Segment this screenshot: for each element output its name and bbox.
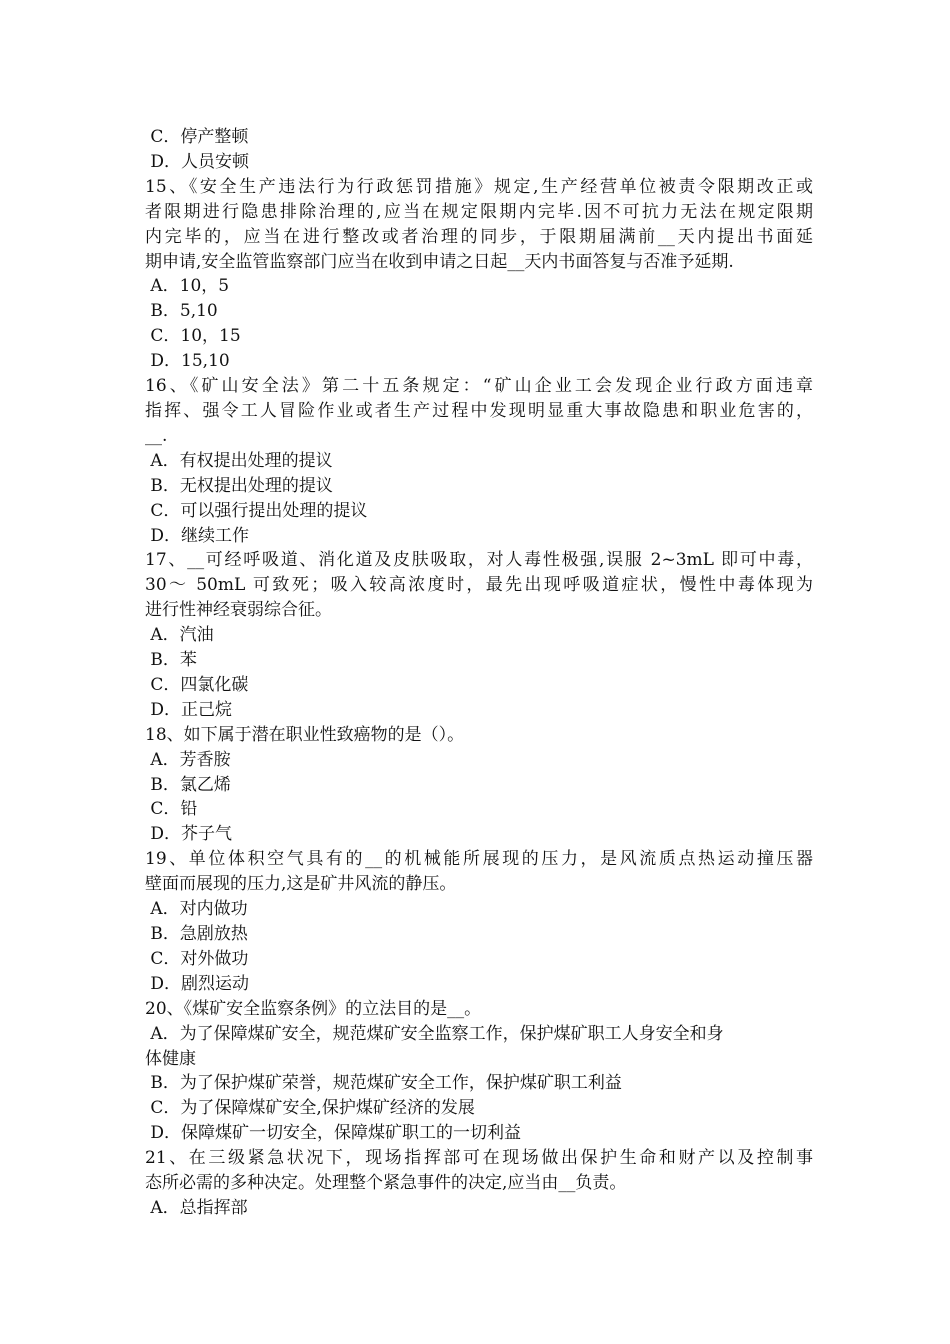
option-line: B．急剧放热 (145, 924, 248, 944)
answer-option (145, 125, 813, 150)
option-line: D．芥子气 (145, 824, 233, 845)
option-line: D．人员安顿 (145, 151, 250, 172)
option-line: A．对内做功 (145, 899, 248, 920)
answer-option (145, 299, 813, 324)
answer-option (145, 698, 813, 723)
answer-option (145, 897, 813, 922)
option-line: D．保障煤矿一切安全，保障煤矿职工的一切利益 (145, 1123, 522, 1144)
question-line: 18、如下属于潜在职业性致癌物的是（）。 (145, 724, 465, 745)
answer-option (145, 972, 813, 997)
question-stem (145, 847, 813, 897)
option-line: D．剧烈运动 (145, 973, 250, 994)
option-line: B．氯乙烯 (145, 774, 231, 795)
answer-option (145, 1121, 813, 1146)
option-line: C．停产整顿 (145, 127, 249, 147)
question-stem (145, 1146, 813, 1196)
answer-option (145, 324, 813, 349)
option-line: C．四氯化碳 (145, 674, 249, 695)
question-line: 期申请,安全监管监察部门应当在收到申请之日起__天内书面答复与否准予延期. (145, 251, 734, 272)
answer-option (145, 748, 813, 773)
question-line: 21、在三级紧急状况下，现场指挥部可在现场做出保护生命和财产以及控制事 (145, 1148, 813, 1169)
question-stem (145, 997, 813, 1022)
option-line: C．10，15 (145, 326, 241, 347)
option-line: A．汽油 (145, 625, 214, 646)
option-line: C．对外做功 (145, 948, 249, 969)
question-line: 16、《矿山安全法》第二十五条规定：“矿山企业工会发现企业行政方面违章 (145, 376, 813, 397)
question-line: 15、《安全生产违法行为行政惩罚措施》规定,生产经营单位被责令限期改正或 (145, 176, 813, 197)
question-line: 17、__可经呼吸道、消化道及皮肤吸取，对人毒性极强,误服 2~3mL 即可中毒， (145, 550, 813, 571)
question-line: 者限期进行隐患排除治理的,应当在规定限期内完毕.因不可抗力无法在规定限期 (145, 201, 813, 222)
option-line: C．为了保障煤矿安全,保护煤矿经济的发展 (145, 1098, 475, 1119)
option-line: A．有权提出处理的提议 (145, 450, 333, 471)
question-line: 20、《煤矿安全监察条例》的立法目的是__。 (145, 998, 482, 1019)
answer-option (145, 648, 813, 673)
exam-questions-text (145, 125, 813, 1221)
option-line: A．10，5 (145, 276, 230, 297)
option-line: A．总指挥部 (145, 1197, 248, 1218)
answer-option (145, 150, 813, 175)
question-line: 进行性神经衰弱综合征。 (145, 600, 332, 621)
question-line: 壁面而展现的压力,这是矿井风流的静压。 (145, 874, 457, 895)
answer-option (145, 922, 813, 947)
option-line: D．继续工作 (145, 525, 250, 546)
option-line: B．无权提出处理的提议 (145, 475, 333, 496)
question-stem (145, 548, 813, 623)
option-line: C．可以强行提出处理的提议 (145, 500, 368, 521)
answer-option (145, 947, 813, 972)
option-line: 体健康 (145, 1048, 196, 1069)
question-line: 19、单位体积空气具有的__的机械能所展现的压力，是风流质点热运动撞压器 (145, 849, 813, 870)
option-line: B．苯 (145, 650, 197, 671)
option-line: B．为了保护煤矿荣誉，规范煤矿安全工作，保护煤矿职工利益 (145, 1073, 622, 1094)
answer-option (145, 499, 813, 524)
question-line: 内完毕的，应当在进行整改或者治理的同步，于限期届满前__天内提出书面延 (145, 226, 813, 247)
answer-option (145, 474, 813, 499)
answer-option (145, 1022, 813, 1072)
option-line: A．为了保障煤矿安全，规范煤矿安全监察工作，保护煤矿职工人身安全和身 (145, 1023, 724, 1044)
option-line: A．芳香胺 (145, 749, 231, 770)
question-stem (145, 175, 813, 275)
option-line: B．5,10 (145, 301, 218, 322)
answer-option (145, 349, 813, 374)
answer-option (145, 449, 813, 474)
answer-option (145, 797, 813, 822)
option-line: D．15,10 (145, 351, 230, 372)
option-line: C．铅 (145, 799, 198, 820)
option-line: D．正己烷 (145, 699, 233, 720)
question-line: 指挥、强令工人冒险作业或者生产过程中发现明显重大事故隐患和职业危害的， (145, 400, 813, 421)
answer-option (145, 623, 813, 648)
question-stem (145, 374, 813, 449)
answer-option (145, 524, 813, 549)
answer-option (145, 1196, 813, 1221)
answer-option (145, 1096, 813, 1121)
question-line: 30～ 50mL 可致死；吸入较高浓度时，最先出现呼吸道症状，慢性中毒体现为 (145, 575, 813, 596)
question-line: __. (145, 425, 168, 446)
question-stem (145, 723, 813, 748)
answer-option (145, 773, 813, 798)
answer-option (145, 274, 813, 299)
answer-option (145, 1071, 813, 1096)
question-line: 态所必需的多种决定。处理整个紧急事件的决定,应当由__负责。 (145, 1173, 627, 1194)
answer-option (145, 822, 813, 847)
answer-option (145, 673, 813, 698)
